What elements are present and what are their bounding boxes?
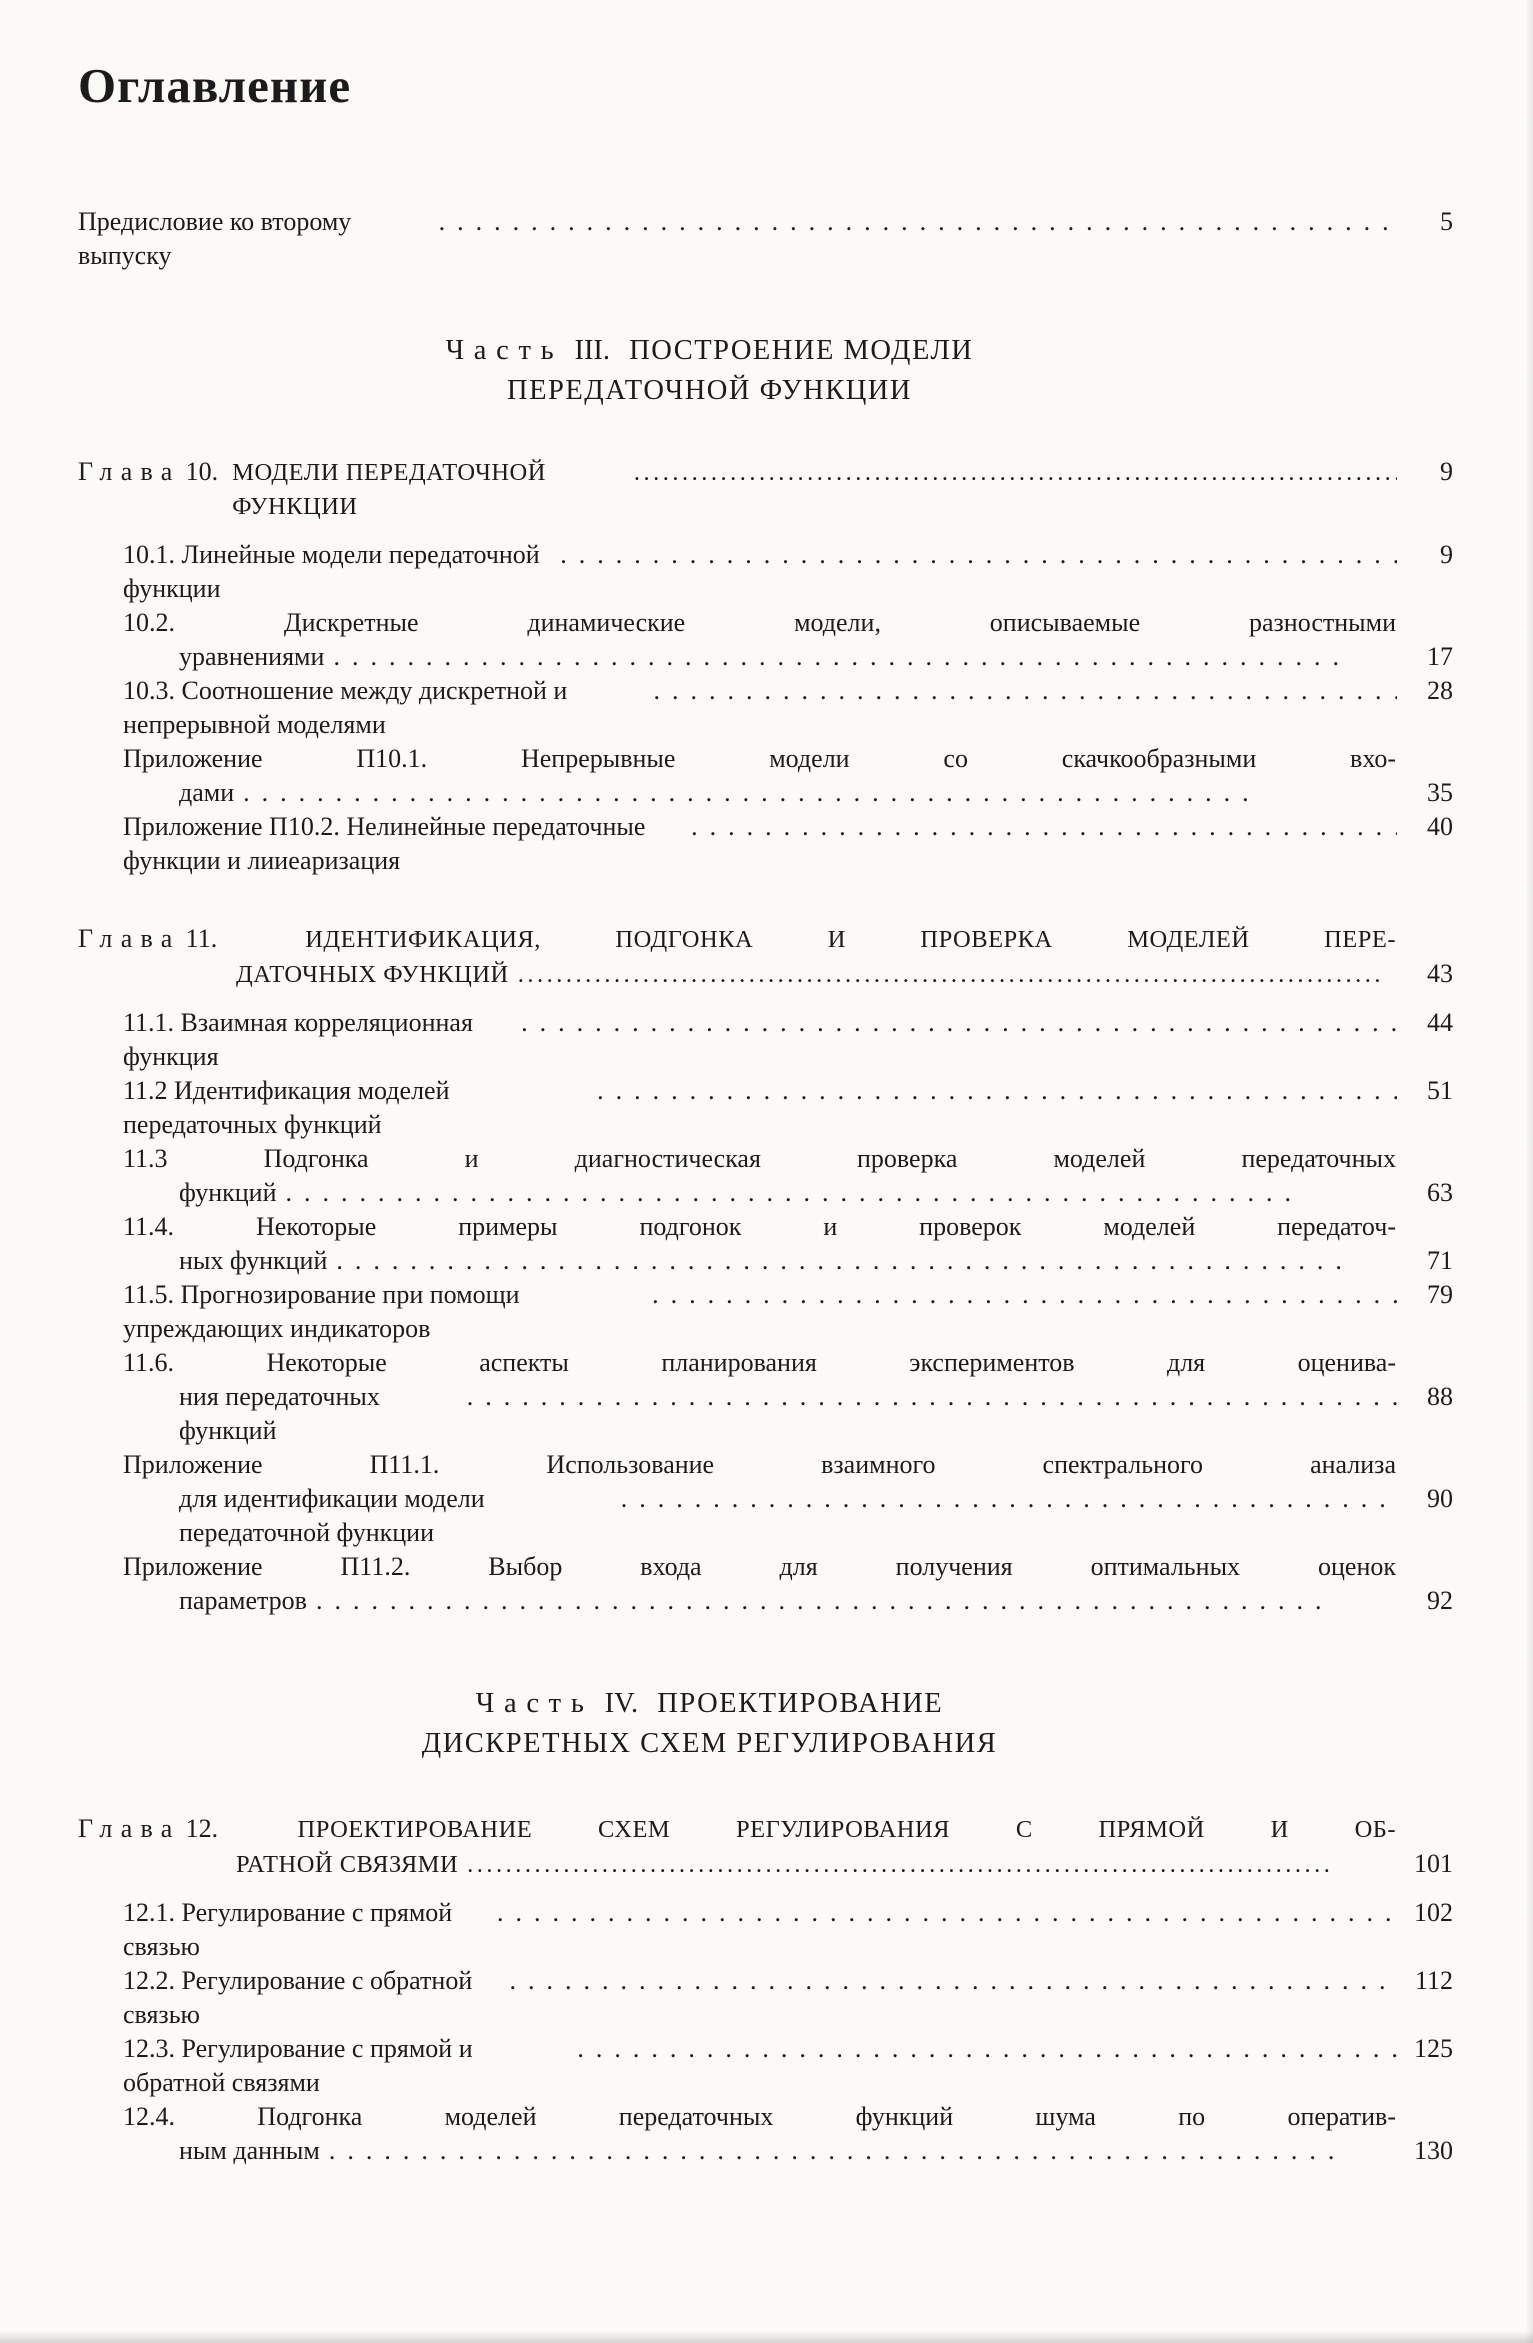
dot-leader xyxy=(597,1074,1397,1108)
toc-entry-text: 11.2 Идентификация моделей передаточных функций xyxy=(123,1076,450,1139)
chapter-title: ИДЕНТИФИКАЦИЯ, ПОДГОНКА И ПРОВЕРКА МОДЕЛЕЙ ПЕРЕ- xyxy=(305,926,1396,953)
page-number: 43 xyxy=(1427,959,1453,988)
page-number: 17 xyxy=(1427,642,1453,671)
page-number: 44 xyxy=(1427,1008,1453,1037)
chapter-heading-line-2 xyxy=(78,957,1453,992)
toc-entry-text: 10.3. Соотношение между дискретной и непрерывной моделями xyxy=(123,676,568,739)
chapter-12-entries xyxy=(123,1896,1453,2168)
toc-entry-text: дами xyxy=(179,778,235,807)
toc-entry xyxy=(123,1142,1453,1210)
dot-leader xyxy=(560,538,1397,572)
part-heading-line-2: ПЕРЕДАТОЧНОЙ ФУНКЦИИ xyxy=(507,375,912,406)
toc-entry-text: 12.2. Регулирование с обратной связью xyxy=(123,1966,473,2029)
toc-entry-text: 11.1. Взаимная корреляционная функция xyxy=(123,1008,473,1071)
part-heading-line-1 xyxy=(78,331,1341,371)
toc-entry-text: 11.5. Прогнозирование при помощи упреждающих индикаторов xyxy=(123,1280,520,1343)
chapter-10-entries xyxy=(123,538,1453,878)
chapter-number: 10. xyxy=(185,457,219,486)
dot-leader xyxy=(286,1176,1398,1210)
part-label: Часть xyxy=(445,335,564,366)
dot-leader xyxy=(653,674,1397,708)
chapter-word: Глава xyxy=(78,924,181,953)
dot-leader xyxy=(243,776,1397,810)
dot-leader xyxy=(652,1278,1397,1312)
toc-entry xyxy=(123,1210,1453,1278)
chapter-word: Глава xyxy=(78,1814,181,1843)
chapter-title: РАТНОЙ СВЯЗЯМИ xyxy=(236,1851,459,1878)
toc-entry xyxy=(123,1550,1453,1618)
preface-text: Предисловие ко второму выпуску xyxy=(78,207,352,270)
page-number: 63 xyxy=(1427,1178,1453,1207)
dot-leader xyxy=(621,1482,1397,1516)
toc-entry xyxy=(123,674,1453,742)
preface-entry xyxy=(78,205,1453,273)
part-heading-3 xyxy=(78,331,1453,411)
dot-leader xyxy=(333,640,1397,674)
page-title: Оглавление xyxy=(78,58,352,113)
page-number: 71 xyxy=(1427,1246,1453,1275)
toc-entry xyxy=(123,2100,1453,2168)
chapter-11-entries xyxy=(123,1006,1453,1618)
toc-entry-text: 11.6. Некоторые аспекты планирования экспериментов для оценива- xyxy=(123,1348,1396,1377)
toc-entry xyxy=(123,1896,1453,1964)
toc-entry-text: Приложение П11.2. Выбор входа для получения оптимальных оценок xyxy=(123,1552,1396,1581)
page-number: 5 xyxy=(1440,207,1453,236)
dot-leader xyxy=(518,958,1397,992)
dot-leader xyxy=(467,1848,1397,1882)
chapter-heading-10 xyxy=(78,455,1453,524)
chapter-heading-line-1 xyxy=(78,922,1396,957)
chapter-label xyxy=(78,924,231,953)
part-label: Часть xyxy=(475,1688,594,1719)
part-heading-line-1 xyxy=(78,1684,1341,1724)
chapter-heading-12 xyxy=(78,1812,1453,1882)
page-number: 125 xyxy=(1414,2034,1453,2063)
toc-entry-text: 12.3. Регулирование с прямой и обратной связями xyxy=(123,2034,473,2097)
part-heading-line-2: ДИСКРЕТНЫХ СХЕМ РЕГУЛИРОВАНИЯ xyxy=(421,1728,998,1759)
page-number: 51 xyxy=(1427,1076,1453,1105)
dot-leader xyxy=(329,2134,1397,2168)
toc-entry-text: 11.3 Подгонка и диагностическая проверка моделей передаточных xyxy=(123,1144,1396,1173)
page-number: 9 xyxy=(1440,540,1453,569)
toc-entry-text: Приложение П10.2. Нелинейные передаточные функции и лииеаризация xyxy=(123,812,646,875)
page-number: 88 xyxy=(1427,1382,1453,1411)
page-number: 101 xyxy=(1414,1849,1453,1878)
dot-leader xyxy=(336,1244,1397,1278)
dot-leader xyxy=(497,1896,1397,1930)
chapter-number: 11. xyxy=(185,924,218,953)
dot-leader xyxy=(577,2032,1397,2066)
page-number: 130 xyxy=(1414,2136,1453,2165)
page-number: 90 xyxy=(1427,1484,1453,1513)
dot-leader xyxy=(634,456,1397,490)
toc-entry xyxy=(123,606,1453,674)
part-heading-4 xyxy=(78,1684,1453,1764)
part-number: III. xyxy=(574,335,611,366)
toc-entry xyxy=(123,538,1453,606)
toc-entry xyxy=(123,742,1453,810)
chapter-number: 12. xyxy=(185,1814,219,1843)
chapter-label xyxy=(78,1814,232,1843)
part-title: ПРОЕКТИРОВАНИЕ xyxy=(657,1688,944,1719)
toc-entry-text: 10.1. Линейные модели передаточной функции xyxy=(123,540,540,603)
chapter-label xyxy=(78,455,232,489)
toc-entry xyxy=(123,2032,1453,2100)
toc-entry-text: Приложение П11.1. Использование взаимного спектрального анализа xyxy=(123,1450,1396,1479)
toc-entry-text: ния передаточных функций xyxy=(179,1382,380,1445)
chapter-heading-line-2 xyxy=(78,1847,1453,1882)
scan-edge-right xyxy=(1526,0,1533,2343)
chapter-title: ПРОЕКТИРОВАНИЕ СХЕМ РЕГУЛИРОВАНИЯ С ПРЯМОЙ И ОБ- xyxy=(297,1816,1397,1843)
page-number: 79 xyxy=(1427,1280,1453,1309)
part-number: IV. xyxy=(604,1688,639,1719)
dot-leader xyxy=(509,1964,1397,1998)
toc-entry-text: 12.1. Регулирование с прямой связью xyxy=(123,1898,453,1961)
toc-entry-text: уравнениями xyxy=(179,642,325,671)
toc-entry xyxy=(123,810,1453,878)
part-title: ПОСТРОЕНИЕ МОДЕЛИ xyxy=(629,335,974,366)
chapter-word: Глава xyxy=(78,457,181,486)
toc-entry xyxy=(123,1964,1453,2032)
toc-entry-text: 12.4. Подгонка моделей передаточных функций шума по оператив- xyxy=(123,2102,1396,2131)
toc-entry-text: ных функций xyxy=(179,1246,328,1275)
dot-leader xyxy=(467,1380,1397,1414)
page-number: 40 xyxy=(1427,812,1453,841)
toc-entry xyxy=(123,1346,1453,1448)
page-number: 112 xyxy=(1414,1966,1453,1995)
dot-leader xyxy=(439,205,1397,239)
toc-entry-text: для идентификации модели передаточной функции xyxy=(179,1484,485,1547)
chapter-heading-line-1 xyxy=(78,1812,1396,1847)
toc-entry xyxy=(123,1006,1453,1074)
chapter-title: МОДЕЛИ ПЕРЕДАТОЧНОЙ ФУНКЦИИ xyxy=(232,459,546,520)
page-number: 102 xyxy=(1414,1898,1453,1927)
scan-edge-bottom xyxy=(0,2331,1533,2343)
toc-entry xyxy=(123,1074,1453,1142)
toc-entry-text: параметров xyxy=(179,1586,307,1615)
page-number: 35 xyxy=(1427,778,1453,807)
dot-leader xyxy=(521,1006,1397,1040)
toc-entry-text: Приложение П10.1. Непрерывные модели со скачкообразными вхо- xyxy=(123,744,1396,773)
toc-entry-text: ным данным xyxy=(179,2136,320,2165)
toc-entry-text: 10.2. Дискретные динамические модели, описываемые разностными xyxy=(123,608,1396,637)
page-number: 9 xyxy=(1440,457,1453,486)
toc-entry-text: 11.4. Некоторые примеры подгонок и проверок моделей передаточ- xyxy=(123,1212,1396,1241)
page-number: 28 xyxy=(1427,676,1453,705)
toc-entry xyxy=(123,1278,1453,1346)
dot-leader xyxy=(691,810,1397,844)
page-number: 92 xyxy=(1427,1586,1453,1615)
toc-entry xyxy=(123,1448,1453,1550)
chapter-heading-11 xyxy=(78,922,1453,992)
toc-entry-text: функций xyxy=(179,1178,277,1207)
dot-leader xyxy=(316,1584,1397,1618)
chapter-title: ДАТОЧНЫХ ФУНКЦИЙ xyxy=(236,961,509,988)
